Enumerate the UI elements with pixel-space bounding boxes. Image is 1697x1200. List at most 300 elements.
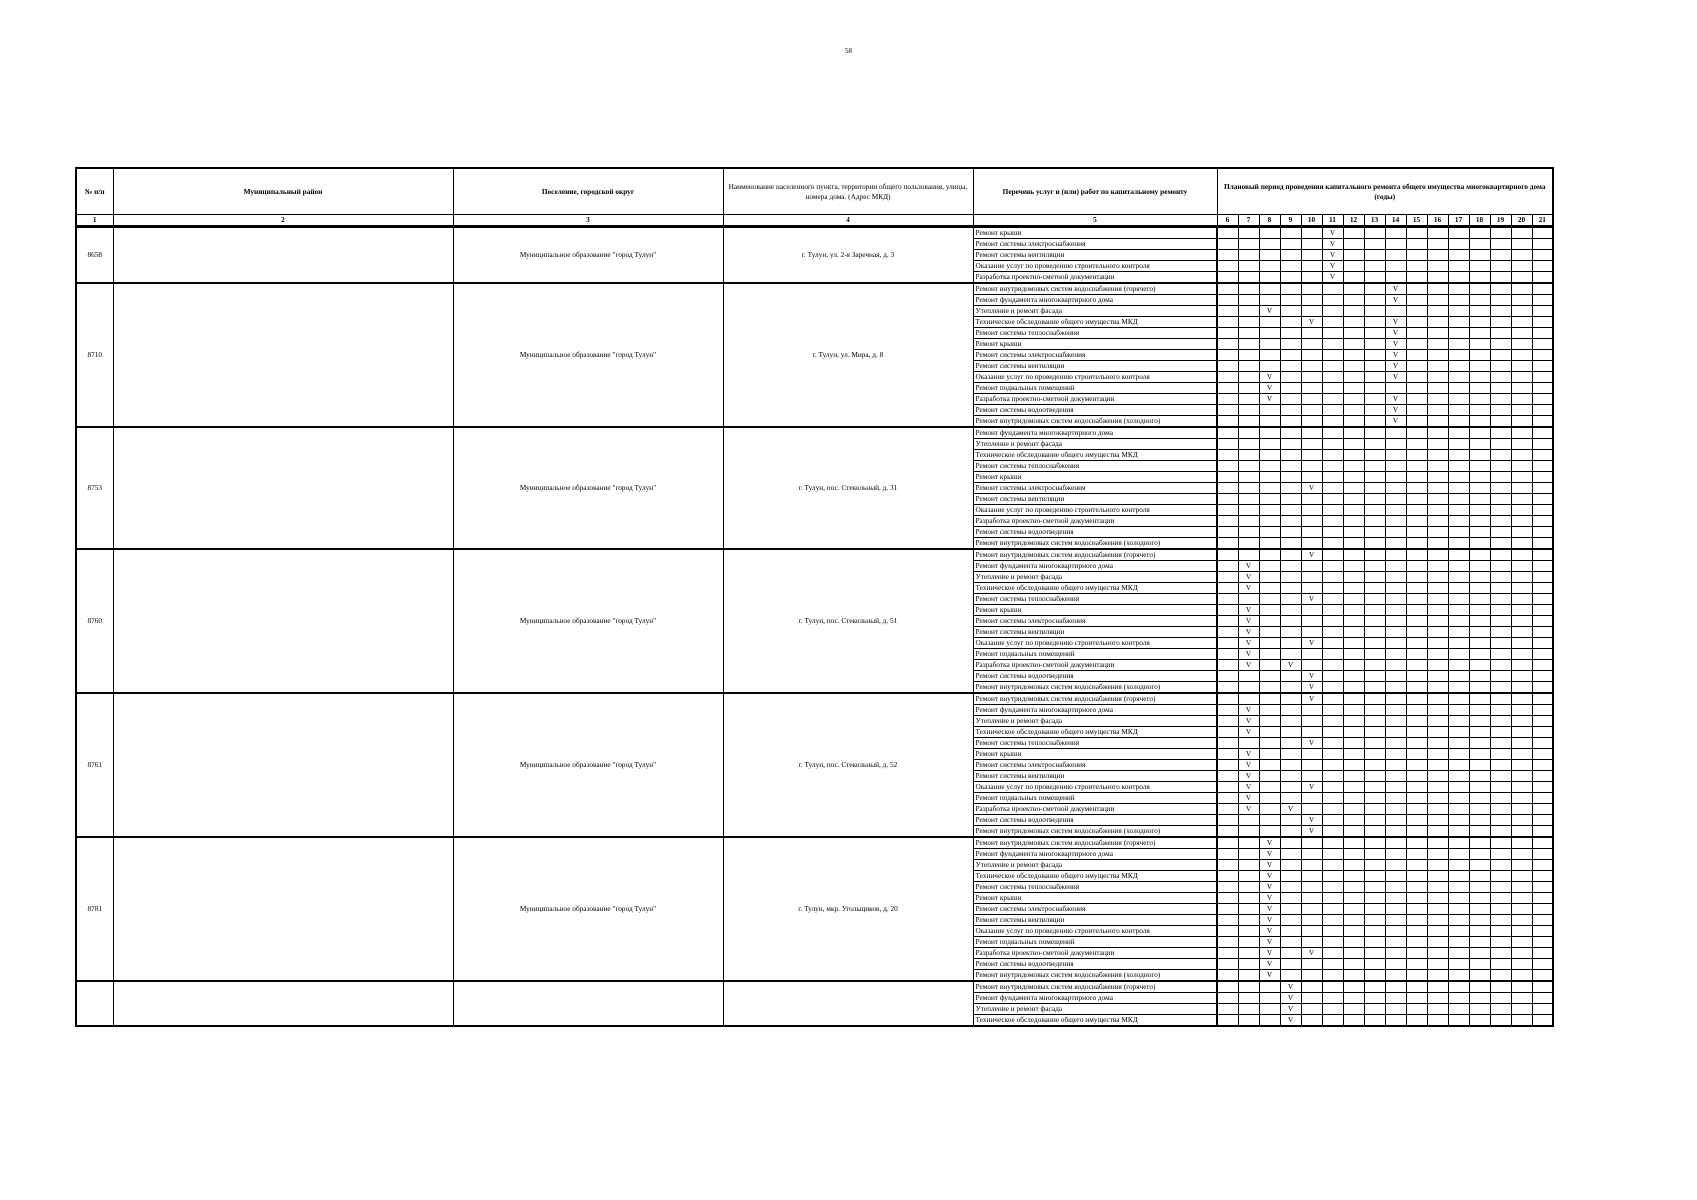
header-number: № п/п <box>76 168 113 215</box>
year-cell-14 <box>1385 427 1406 439</box>
year-cell-20 <box>1511 227 1532 239</box>
year-mark-7: V <box>1238 749 1259 760</box>
year-cell-12 <box>1343 882 1364 893</box>
year-cell-20 <box>1511 383 1532 394</box>
year-cell-11 <box>1322 339 1343 350</box>
year-cell-17 <box>1448 516 1469 527</box>
year-cell-10 <box>1301 749 1322 760</box>
year-cell-15 <box>1406 660 1427 671</box>
year-cell-12 <box>1343 837 1364 849</box>
row-number: 8761 <box>76 693 113 837</box>
year-cell-19 <box>1490 804 1511 815</box>
year-cell-15 <box>1406 915 1427 926</box>
year-cell-20 <box>1511 583 1532 594</box>
work-name: Ремонт крыши <box>973 749 1217 760</box>
year-cell-10 <box>1301 350 1322 361</box>
year-cell-6 <box>1217 561 1238 572</box>
year-cell-7 <box>1238 483 1259 494</box>
year-mark-10: V <box>1301 483 1322 494</box>
year-cell-15 <box>1406 1015 1427 1027</box>
year-cell-6 <box>1217 594 1238 605</box>
year-cell-19 <box>1490 871 1511 882</box>
year-cell-11 <box>1322 572 1343 583</box>
year-cell-12 <box>1343 527 1364 538</box>
year-cell-15 <box>1406 893 1427 904</box>
year-cell-6 <box>1217 860 1238 871</box>
work-name: Ремонт фундамента многоквартирного дома <box>973 561 1217 572</box>
year-cell-19 <box>1490 439 1511 450</box>
year-cell-15 <box>1406 871 1427 882</box>
mkd-group-8761 <box>76 693 1553 837</box>
year-cell-9 <box>1280 970 1301 982</box>
year-cell-7 <box>1238 372 1259 383</box>
year-cell-21 <box>1532 937 1553 948</box>
year-cell-6 <box>1217 461 1238 472</box>
year-cell-16 <box>1427 483 1448 494</box>
year-cell-18 <box>1469 671 1490 682</box>
year-cell-13 <box>1364 1004 1385 1015</box>
year-cell-11 <box>1322 948 1343 959</box>
table-row <box>76 549 1553 561</box>
year-cell-15 <box>1406 849 1427 860</box>
year-cell-20 <box>1511 882 1532 893</box>
year-cell-8 <box>1259 350 1280 361</box>
year-cell-19 <box>1490 561 1511 572</box>
year-cell-8 <box>1259 472 1280 483</box>
year-cell-9 <box>1280 472 1301 483</box>
year-cell-21 <box>1532 605 1553 616</box>
year-cell-10 <box>1301 915 1322 926</box>
year-mark-10: V <box>1301 782 1322 793</box>
year-cell-8 <box>1259 782 1280 793</box>
year-cell-19 <box>1490 627 1511 638</box>
year-cell-15 <box>1406 461 1427 472</box>
year-cell-12 <box>1343 926 1364 937</box>
year-cell-21 <box>1532 527 1553 538</box>
year-cell-6 <box>1217 405 1238 416</box>
year-cell-13 <box>1364 383 1385 394</box>
year-cell-13 <box>1364 283 1385 295</box>
year-cell-8 <box>1259 439 1280 450</box>
year-cell-15 <box>1406 904 1427 915</box>
year-cell-11 <box>1322 793 1343 804</box>
year-cell-17 <box>1448 483 1469 494</box>
year-cell-20 <box>1511 782 1532 793</box>
year-cell-13 <box>1364 915 1385 926</box>
header-address: Наименование населенного пункта, территории общего пользования, улицы, номера дома. (Адрес МКД) <box>723 168 973 215</box>
year-cell-14 <box>1385 505 1406 516</box>
year-cell-14 <box>1385 904 1406 915</box>
year-cell-12 <box>1343 383 1364 394</box>
year-cell-13 <box>1364 239 1385 250</box>
year-cell-6 <box>1217 328 1238 339</box>
year-cell-17 <box>1448 527 1469 538</box>
year-cell-14 <box>1385 494 1406 505</box>
year-cell-7 <box>1238 926 1259 937</box>
year-cell-12 <box>1343 605 1364 616</box>
year-cell-21 <box>1532 361 1553 372</box>
year-cell-9 <box>1280 771 1301 782</box>
year-cell-21 <box>1532 638 1553 649</box>
year-cell-17 <box>1448 727 1469 738</box>
year-cell-12 <box>1343 306 1364 317</box>
year-cell-9 <box>1280 494 1301 505</box>
column-number-row <box>76 215 1553 227</box>
row-number: 8710 <box>76 283 113 427</box>
year-cell-20 <box>1511 239 1532 250</box>
year-cell-7 <box>1238 860 1259 871</box>
year-cell-20 <box>1511 605 1532 616</box>
year-cell-13 <box>1364 350 1385 361</box>
year-cell-19 <box>1490 516 1511 527</box>
year-cell-12 <box>1343 959 1364 970</box>
year-cell-7 <box>1238 505 1259 516</box>
year-cell-14 <box>1385 638 1406 649</box>
column-number-8: 8 <box>1259 215 1280 227</box>
year-mark-14: V <box>1385 394 1406 405</box>
year-cell-13 <box>1364 970 1385 982</box>
year-cell-16 <box>1427 261 1448 272</box>
year-cell-15 <box>1406 860 1427 871</box>
year-cell-12 <box>1343 538 1364 550</box>
year-cell-15 <box>1406 317 1427 328</box>
row-address <box>723 981 973 1026</box>
year-cell-14 <box>1385 538 1406 550</box>
year-cell-19 <box>1490 981 1511 993</box>
year-cell-6 <box>1217 893 1238 904</box>
year-cell-12 <box>1343 483 1364 494</box>
year-cell-12 <box>1343 339 1364 350</box>
year-cell-12 <box>1343 826 1364 838</box>
year-cell-16 <box>1427 771 1448 782</box>
year-mark-8: V <box>1259 372 1280 383</box>
year-cell-18 <box>1469 760 1490 771</box>
year-cell-6 <box>1217 472 1238 483</box>
year-cell-15 <box>1406 538 1427 550</box>
year-cell-20 <box>1511 937 1532 948</box>
year-cell-17 <box>1448 716 1469 727</box>
capital-repair-table-wrapper <box>75 167 1552 1027</box>
year-cell-7 <box>1238 461 1259 472</box>
year-cell-8 <box>1259 317 1280 328</box>
year-cell-15 <box>1406 793 1427 804</box>
year-cell-13 <box>1364 871 1385 882</box>
year-cell-18 <box>1469 239 1490 250</box>
year-cell-19 <box>1490 505 1511 516</box>
year-cell-13 <box>1364 594 1385 605</box>
year-cell-20 <box>1511 1015 1532 1027</box>
year-cell-8 <box>1259 760 1280 771</box>
year-cell-12 <box>1343 350 1364 361</box>
column-number-10: 10 <box>1301 215 1322 227</box>
year-cell-12 <box>1343 682 1364 694</box>
year-cell-18 <box>1469 959 1490 970</box>
year-cell-13 <box>1364 716 1385 727</box>
year-cell-16 <box>1427 583 1448 594</box>
year-cell-19 <box>1490 450 1511 461</box>
year-cell-15 <box>1406 227 1427 239</box>
year-mark-8: V <box>1259 904 1280 915</box>
year-cell-11 <box>1322 937 1343 948</box>
year-cell-21 <box>1532 483 1553 494</box>
year-cell-13 <box>1364 616 1385 627</box>
year-cell-18 <box>1469 439 1490 450</box>
year-cell-13 <box>1364 505 1385 516</box>
year-cell-15 <box>1406 483 1427 494</box>
year-cell-18 <box>1469 616 1490 627</box>
year-cell-18 <box>1469 450 1490 461</box>
year-cell-6 <box>1217 716 1238 727</box>
year-cell-8 <box>1259 826 1280 838</box>
year-mark-7: V <box>1238 804 1259 815</box>
year-cell-17 <box>1448 815 1469 826</box>
year-mark-8: V <box>1259 937 1280 948</box>
year-cell-6 <box>1217 959 1238 970</box>
year-cell-16 <box>1427 272 1448 284</box>
year-cell-18 <box>1469 494 1490 505</box>
work-name: Ремонт системы водоотведения <box>973 671 1217 682</box>
year-cell-15 <box>1406 295 1427 306</box>
year-cell-10 <box>1301 383 1322 394</box>
year-cell-19 <box>1490 572 1511 583</box>
year-cell-8 <box>1259 993 1280 1004</box>
column-number-17: 17 <box>1448 215 1469 227</box>
work-name: Ремонт подвальных помещений <box>973 793 1217 804</box>
year-cell-13 <box>1364 372 1385 383</box>
year-mark-14: V <box>1385 405 1406 416</box>
year-cell-17 <box>1448 738 1469 749</box>
year-cell-19 <box>1490 771 1511 782</box>
year-cell-11 <box>1322 749 1343 760</box>
year-cell-15 <box>1406 250 1427 261</box>
year-cell-11 <box>1322 505 1343 516</box>
work-name: Ремонт системы вентиляции <box>973 494 1217 505</box>
year-cell-9 <box>1280 649 1301 660</box>
year-cell-12 <box>1343 516 1364 527</box>
year-cell-18 <box>1469 871 1490 882</box>
year-cell-8 <box>1259 638 1280 649</box>
year-cell-20 <box>1511 494 1532 505</box>
year-cell-9 <box>1280 638 1301 649</box>
year-cell-11 <box>1322 1015 1343 1027</box>
year-cell-6 <box>1217 583 1238 594</box>
year-cell-17 <box>1448 283 1469 295</box>
year-cell-20 <box>1511 959 1532 970</box>
year-cell-20 <box>1511 716 1532 727</box>
year-cell-13 <box>1364 926 1385 937</box>
year-cell-13 <box>1364 450 1385 461</box>
year-cell-15 <box>1406 948 1427 959</box>
year-cell-10 <box>1301 439 1322 450</box>
year-cell-21 <box>1532 682 1553 694</box>
year-cell-18 <box>1469 849 1490 860</box>
year-mark-10: V <box>1301 738 1322 749</box>
work-name: Утепление и ремонт фасада <box>973 572 1217 583</box>
year-cell-17 <box>1448 416 1469 428</box>
year-cell-17 <box>1448 505 1469 516</box>
year-cell-9 <box>1280 882 1301 893</box>
year-cell-16 <box>1427 527 1448 538</box>
year-cell-11 <box>1322 616 1343 627</box>
year-cell-19 <box>1490 583 1511 594</box>
year-cell-11 <box>1322 561 1343 572</box>
year-cell-10 <box>1301 959 1322 970</box>
year-cell-8 <box>1259 649 1280 660</box>
year-cell-14 <box>1385 439 1406 450</box>
year-cell-13 <box>1364 427 1385 439</box>
year-cell-16 <box>1427 1015 1448 1027</box>
year-cell-21 <box>1532 782 1553 793</box>
year-cell-9 <box>1280 561 1301 572</box>
year-cell-10 <box>1301 981 1322 993</box>
column-number-13: 13 <box>1364 215 1385 227</box>
column-number-19: 19 <box>1490 215 1511 227</box>
year-cell-13 <box>1364 959 1385 970</box>
year-cell-19 <box>1490 594 1511 605</box>
year-cell-19 <box>1490 638 1511 649</box>
row-address: г. Тулун, пос. Стекольный, д. 31 <box>723 427 973 549</box>
year-cell-7 <box>1238 405 1259 416</box>
year-cell-16 <box>1427 516 1448 527</box>
work-name: Оказание услуг по проведению строительного контроля <box>973 505 1217 516</box>
year-cell-21 <box>1532 871 1553 882</box>
year-cell-17 <box>1448 771 1469 782</box>
year-cell-21 <box>1532 439 1553 450</box>
year-cell-21 <box>1532 826 1553 838</box>
year-cell-19 <box>1490 727 1511 738</box>
year-cell-10 <box>1301 804 1322 815</box>
year-cell-21 <box>1532 538 1553 550</box>
year-cell-7 <box>1238 993 1259 1004</box>
year-cell-15 <box>1406 959 1427 970</box>
year-cell-13 <box>1364 439 1385 450</box>
year-cell-11 <box>1322 771 1343 782</box>
year-cell-20 <box>1511 416 1532 428</box>
year-cell-18 <box>1469 716 1490 727</box>
year-cell-19 <box>1490 815 1511 826</box>
year-cell-8 <box>1259 516 1280 527</box>
year-cell-15 <box>1406 350 1427 361</box>
year-mark-10: V <box>1301 549 1322 561</box>
year-cell-15 <box>1406 594 1427 605</box>
year-cell-10 <box>1301 893 1322 904</box>
year-cell-14 <box>1385 782 1406 793</box>
year-cell-7 <box>1238 306 1259 317</box>
year-cell-20 <box>1511 538 1532 550</box>
year-cell-17 <box>1448 494 1469 505</box>
year-cell-9 <box>1280 372 1301 383</box>
year-mark-7: V <box>1238 605 1259 616</box>
year-cell-19 <box>1490 261 1511 272</box>
year-cell-14 <box>1385 804 1406 815</box>
year-cell-16 <box>1427 227 1448 239</box>
year-cell-10 <box>1301 771 1322 782</box>
year-cell-6 <box>1217 915 1238 926</box>
work-name: Ремонт внутридомовых систем водоснабжения (горячего) <box>973 981 1217 993</box>
year-cell-10 <box>1301 461 1322 472</box>
year-cell-10 <box>1301 904 1322 915</box>
year-cell-13 <box>1364 860 1385 871</box>
year-cell-7 <box>1238 693 1259 705</box>
year-cell-18 <box>1469 893 1490 904</box>
year-cell-8 <box>1259 527 1280 538</box>
year-mark-10: V <box>1301 815 1322 826</box>
year-cell-17 <box>1448 383 1469 394</box>
year-cell-17 <box>1448 261 1469 272</box>
year-cell-11 <box>1322 328 1343 339</box>
year-cell-11 <box>1322 804 1343 815</box>
year-cell-10 <box>1301 261 1322 272</box>
year-cell-10 <box>1301 572 1322 583</box>
column-number-21: 21 <box>1532 215 1553 227</box>
year-cell-13 <box>1364 549 1385 561</box>
year-cell-12 <box>1343 328 1364 339</box>
year-mark-10: V <box>1301 682 1322 694</box>
year-cell-8 <box>1259 727 1280 738</box>
year-cell-18 <box>1469 738 1490 749</box>
year-cell-6 <box>1217 749 1238 760</box>
year-cell-18 <box>1469 516 1490 527</box>
year-cell-21 <box>1532 227 1553 239</box>
year-cell-14 <box>1385 970 1406 982</box>
year-cell-9 <box>1280 295 1301 306</box>
year-cell-6 <box>1217 815 1238 826</box>
year-cell-8 <box>1259 627 1280 638</box>
year-cell-19 <box>1490 915 1511 926</box>
work-name: Ремонт системы вентиляции <box>973 771 1217 782</box>
year-cell-18 <box>1469 638 1490 649</box>
year-cell-20 <box>1511 361 1532 372</box>
year-cell-11 <box>1322 516 1343 527</box>
year-cell-18 <box>1469 361 1490 372</box>
year-cell-11 <box>1322 461 1343 472</box>
year-cell-16 <box>1427 860 1448 871</box>
year-cell-10 <box>1301 705 1322 716</box>
year-cell-13 <box>1364 306 1385 317</box>
year-cell-7 <box>1238 317 1259 328</box>
year-cell-14 <box>1385 616 1406 627</box>
year-cell-16 <box>1427 893 1448 904</box>
year-cell-21 <box>1532 450 1553 461</box>
year-cell-20 <box>1511 705 1532 716</box>
table-row <box>76 227 1553 239</box>
year-cell-17 <box>1448 594 1469 605</box>
year-mark-8: V <box>1259 959 1280 970</box>
year-cell-10 <box>1301 295 1322 306</box>
year-cell-15 <box>1406 738 1427 749</box>
year-cell-8 <box>1259 1015 1280 1027</box>
work-name: Утепление и ремонт фасада <box>973 860 1217 871</box>
year-cell-20 <box>1511 693 1532 705</box>
year-cell-7 <box>1238 915 1259 926</box>
year-cell-12 <box>1343 317 1364 328</box>
year-cell-12 <box>1343 572 1364 583</box>
year-mark-11: V <box>1322 227 1343 239</box>
year-cell-8 <box>1259 804 1280 815</box>
year-cell-21 <box>1532 727 1553 738</box>
year-cell-19 <box>1490 826 1511 838</box>
year-cell-15 <box>1406 283 1427 295</box>
year-mark-7: V <box>1238 760 1259 771</box>
year-cell-21 <box>1532 771 1553 782</box>
year-cell-18 <box>1469 993 1490 1004</box>
year-cell-16 <box>1427 948 1448 959</box>
year-cell-20 <box>1511 981 1532 993</box>
year-cell-13 <box>1364 638 1385 649</box>
year-cell-11 <box>1322 372 1343 383</box>
year-cell-12 <box>1343 727 1364 738</box>
year-cell-17 <box>1448 970 1469 982</box>
